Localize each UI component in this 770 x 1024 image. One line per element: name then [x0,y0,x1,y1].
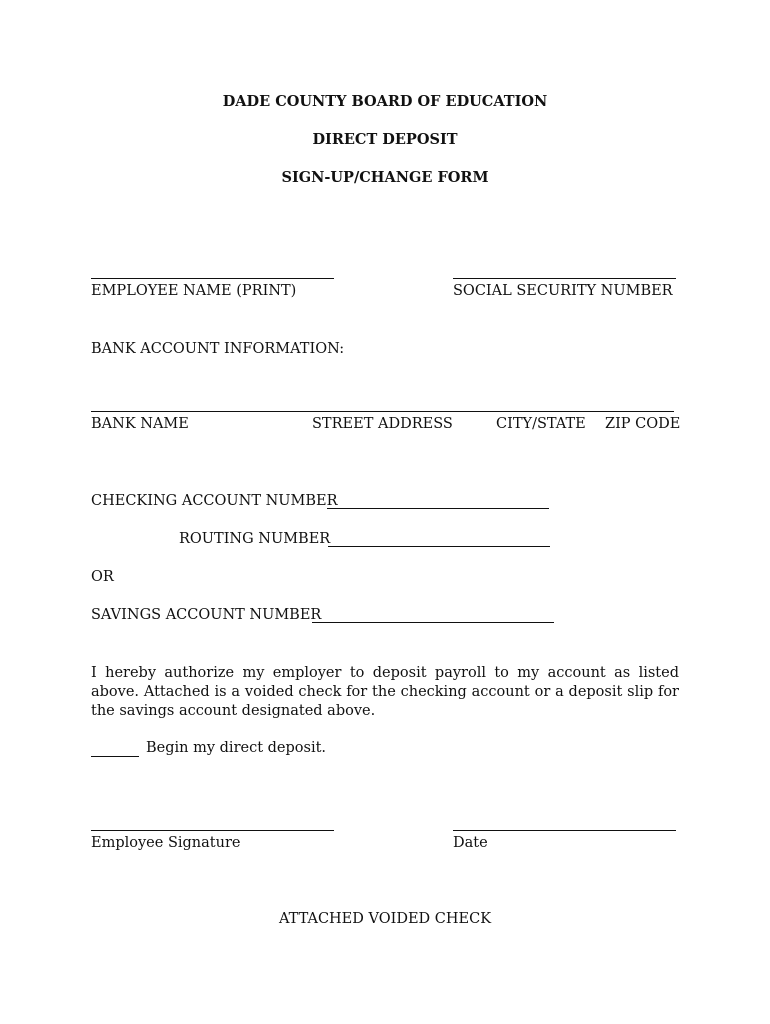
savings-account-label: SAVINGS ACCOUNT NUMBER [91,607,322,623]
routing-number-label: ROUTING NUMBER [179,531,331,547]
begin-deposit-label: Begin my direct deposit. [146,740,327,756]
street-address-label: STREET ADDRESS [312,416,453,432]
authorization-text: I hereby authorize my employer to deposit payroll to my account as listed above. Attached is a voided check for the checking account or a deposit slip for the savings account designated above. [91,665,679,719]
attached-voided-check-label: ATTACHED VOIDED CHECK [278,911,492,927]
ssn-label: SOCIAL SECURITY NUMBER [453,283,673,299]
date-label: Date [453,835,488,851]
ssn-line[interactable] [453,278,676,279]
bank-section-label: BANK ACCOUNT INFORMATION: [91,341,345,357]
date-line[interactable] [453,830,676,831]
routing-number-line[interactable] [328,546,550,547]
employee-name-label: EMPLOYEE NAME (PRINT) [91,283,297,299]
form-title-signup-change: SIGN-UP/CHANGE FORM [281,169,489,186]
checking-account-label: CHECKING ACCOUNT NUMBER [91,493,338,509]
employee-name-line[interactable] [91,278,334,279]
begin-deposit-checkbox-line[interactable] [91,756,139,757]
signature-line[interactable] [91,830,334,831]
or-label: OR [91,569,114,585]
city-state-label: CITY/STATE [496,416,586,432]
bank-info-line[interactable] [91,411,674,412]
checking-account-line[interactable] [327,508,549,509]
form-title-organization: DADE COUNTY BOARD OF EDUCATION [222,93,548,110]
form-title-direct-deposit: DIRECT DEPOSIT [312,131,458,148]
zip-code-label: ZIP CODE [605,416,681,432]
bank-name-label: BANK NAME [91,416,189,432]
signature-label: Employee Signature [91,835,241,851]
savings-account-line[interactable] [312,622,554,623]
